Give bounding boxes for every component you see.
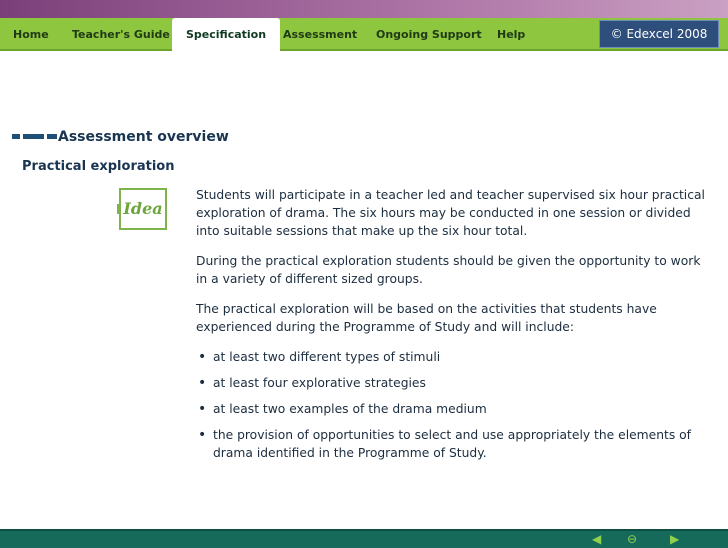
idea-icon: Idea	[119, 188, 167, 230]
paragraph-activities: The practical exploration will be based on the activities that students have experienced during the Programme of Study and will include:	[196, 302, 657, 334]
list-item: • the provision of opportunities to select and use appropriately the elements of drama identified in the Programme of Study.	[196, 426, 706, 462]
tab-teachers-guide[interactable]: Teacher's Guide	[72, 28, 170, 41]
previous-arrow-icon[interactable]: ◀	[592, 532, 602, 546]
tab-ongoing-support[interactable]: Ongoing Support	[376, 28, 482, 41]
section-subtitle: Practical exploration	[22, 159, 175, 174]
list-item: • at least two different types of stimuli	[196, 348, 706, 366]
tab-specification[interactable]: Specification	[172, 18, 280, 51]
paragraph-intro: Students will participate in a teacher led and teacher supervised six hour practical exploration of drama. The six hours may be conducted in one session or divided into suitable sessions that make up the six hour total.	[196, 188, 705, 238]
activities-list	[196, 348, 706, 462]
content-body	[196, 186, 706, 470]
copyright-badge: © Edexcel 2008	[599, 20, 719, 48]
page-title: Assessment overview	[58, 129, 229, 145]
list-item: • at least four explorative strategies	[196, 374, 706, 392]
tab-home[interactable]: Home	[13, 28, 49, 41]
next-arrow-icon[interactable]: ▶	[670, 532, 680, 546]
paragraph-groups: During the practical exploration students should be given the opportunity to work in a variety of different sized groups.	[196, 254, 701, 286]
list-item: • at least two examples of the drama medium	[196, 400, 706, 418]
tab-assessment[interactable]: Assessment	[283, 28, 358, 41]
tab-help[interactable]: Help	[497, 28, 526, 41]
zoom-out-icon[interactable]: ⊖	[627, 532, 638, 546]
footer-bar	[0, 529, 728, 548]
top-banner-strip	[0, 0, 728, 18]
